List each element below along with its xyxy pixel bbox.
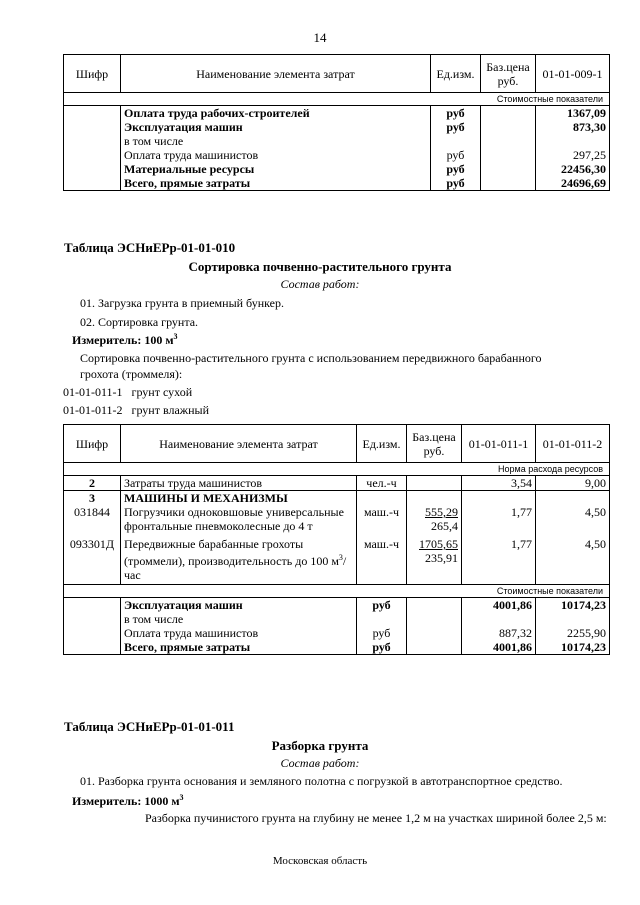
row-unit: маш.-ч: [357, 505, 407, 537]
col-header-code: Шифр: [64, 425, 121, 463]
row-name: Оплата труда машинистов: [121, 626, 357, 640]
row-value: 297,25: [536, 148, 610, 162]
row-unit: руб: [431, 162, 481, 176]
row-value: 24696,69: [536, 176, 610, 191]
item-code: 01-01-011-1: [63, 385, 123, 399]
row-name: Всего, прямые затраты: [121, 640, 357, 655]
row-name-tail: /час: [124, 554, 347, 582]
row-value-1: 1,77: [462, 505, 536, 537]
table-01-01-010: [63, 424, 610, 655]
row-name: Затраты труда машинистов: [121, 476, 357, 491]
row-value-1: 4001,86: [462, 598, 536, 613]
section-title: Таблица ЭСНиЕРр-01-01-010: [64, 240, 236, 255]
works-label: Состав работ:: [280, 756, 360, 770]
row-unit: руб: [357, 640, 407, 655]
meter-label: Измеритель: 1000 м: [72, 794, 180, 808]
col-header-norm-1: 01-01-011-1: [462, 425, 536, 463]
row-value-2: 10174,23: [536, 640, 610, 655]
description: Сортировка почвенно-растительного грунта с использованием передвижного барабанного грохота (троммеля):: [80, 351, 542, 381]
price-top: 1705,65: [419, 537, 458, 551]
col-header-unit: Ед.изм.: [357, 425, 407, 463]
row-name: [121, 537, 357, 585]
row-unit: руб: [431, 148, 481, 162]
row-value-2: 4,50: [536, 537, 610, 585]
description: Разборка пучинистого грунта на глубину не менее 1,2 м на участках шириной более 2,5 м:: [145, 811, 607, 825]
row-unit: чел.-ч: [357, 476, 407, 491]
work-item: 01. Загрузка грунта в приемный бункер.: [80, 296, 284, 310]
row-unit: маш.-ч: [357, 537, 407, 585]
col-header-price: Баз.цена руб.: [481, 55, 536, 93]
row-name: Всего, прямые затраты: [121, 176, 431, 191]
item-code: 01-01-011-2: [63, 403, 123, 417]
row-value: 22456,30: [536, 162, 610, 176]
subheader-norm: Норма расхода ресурсов: [64, 463, 610, 476]
row-name: Эксплуатация машин: [121, 120, 431, 134]
section-subtitle: Разборка грунта: [271, 738, 369, 753]
row-value-2: 4,50: [536, 505, 610, 537]
meter-sup: 3: [173, 332, 178, 341]
row-value-1: 3,54: [462, 476, 536, 491]
subheader-cost: Стоимостные показатели: [64, 93, 610, 106]
item-label: грунт сухой: [131, 385, 193, 399]
section-subtitle: Сортировка почвенно-растительного грунта: [188, 259, 452, 274]
row-name: Эксплуатация машин: [121, 598, 357, 613]
row-name: МАШИНЫ И МЕХАНИЗМЫ: [121, 491, 357, 506]
col-header-unit: Ед.изм.: [431, 55, 481, 93]
row-name: в том числе: [121, 612, 357, 626]
row-value-1: 1,77: [462, 537, 536, 585]
col-header-norm: 01-01-009-1: [536, 55, 610, 93]
price-bottom: 235,91: [425, 551, 458, 565]
row-code: 2: [64, 476, 121, 491]
col-header-code: Шифр: [64, 55, 121, 93]
row-name-text: Передвижные барабанные грохоты (троммели), производительность до 100 м: [124, 537, 339, 568]
row-name: Материальные ресурсы: [121, 162, 431, 176]
row-unit: руб: [357, 598, 407, 613]
meter: [72, 332, 178, 348]
row-unit: руб: [357, 626, 407, 640]
table-01-01-009: [63, 54, 610, 191]
item-row: [63, 385, 192, 400]
row-value: 1367,09: [536, 106, 610, 121]
meter-sup: 3: [179, 793, 184, 802]
row-name: Погрузчики одноковшовые универсальные фронтальные пневмоколесные до 4 т: [121, 505, 357, 537]
meter-label: Измеритель: 100 м: [72, 333, 174, 347]
price-top: 555,29: [425, 505, 458, 519]
row-value-2: 10174,23: [536, 598, 610, 613]
work-item: 02. Сортировка грунта.: [80, 315, 199, 329]
row-code: 031844: [64, 505, 121, 537]
page-number: 14: [313, 30, 327, 45]
row-unit: руб: [431, 176, 481, 191]
col-header-name: Наименование элемента затрат: [121, 55, 431, 93]
item-label: грунт влажный: [131, 403, 209, 417]
row-unit: руб: [431, 120, 481, 134]
section-title: Таблица ЭСНиЕРр-01-01-011: [64, 719, 235, 734]
row-value-2: 9,00: [536, 476, 610, 491]
row-code: 3: [64, 491, 121, 506]
col-header-norm-2: 01-01-011-2: [536, 425, 610, 463]
col-header-name: Наименование элемента затрат: [121, 425, 357, 463]
work-item: 01. Разборка грунта основания и земляного полотна с погрузкой в автотранспортное средство.: [80, 774, 563, 788]
row-value-1: 887,32: [462, 626, 536, 640]
footer: Московская область: [272, 855, 368, 867]
row-value-2: 2255,90: [536, 626, 610, 640]
row-name-sup: 3: [338, 553, 343, 562]
row-name: в том числе: [121, 134, 431, 148]
row-value: 873,30: [536, 120, 610, 134]
row-name: Оплата труда рабочих-строителей: [121, 106, 431, 121]
row-name: Оплата труда машинистов: [121, 148, 431, 162]
row-unit: руб: [431, 106, 481, 121]
subheader-cost: Стоимостные показатели: [64, 585, 610, 598]
price-bottom: 265,4: [431, 519, 458, 533]
works-label: Состав работ:: [280, 277, 360, 291]
row-code: 093301Д: [64, 537, 121, 585]
meter: [72, 793, 184, 809]
col-header-price: Баз.цена руб.: [407, 425, 462, 463]
item-row: [63, 403, 209, 418]
row-value-1: 4001,86: [462, 640, 536, 655]
